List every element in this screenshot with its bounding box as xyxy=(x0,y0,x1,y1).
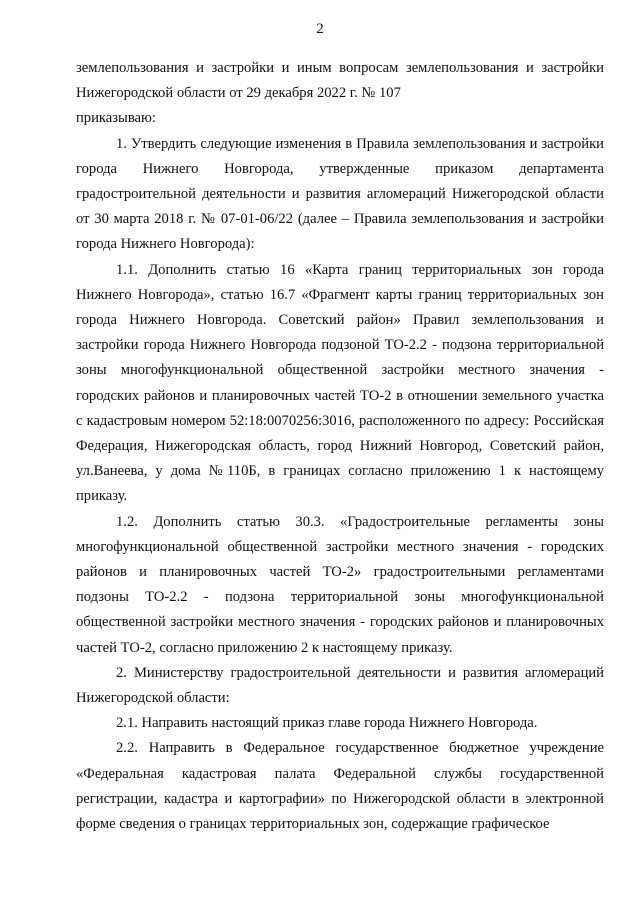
paragraph-item-2: 2. Министерству градостроительной деятельности и развития агломераций Нижегородской области: xyxy=(76,664,604,707)
paragraph-item-2-1: 2.1. Направить настоящий приказ главе города Нижнего Новгорода. xyxy=(116,715,538,732)
document-body xyxy=(76,56,604,837)
paragraph-item-1-1: 1.1. Дополнить статью 16 «Карта границ территориальных зон города Нижнего Новгорода», статью 16.7 «Фрагмент карты границ территориальных зон города Нижнего Новгорода. Советский район» Правил землепользования и застройки города Нижнего Новгорода подзоной ТО-2.2 - подзона территориальной зоны многофункциональной общественной застройки местного значения - городских районов и планировочных частей ТО-2 в отношении земельного участка с кадастровым номером 52:18:0070256:3016, расположенного по адресу: Российская Федерация, Нижегородская область, город Нижний Новгород, Советский район, ул.Ванеева, у дома №110Б, в границах согласно приложению 1 к настоящему приказу. xyxy=(76,261,604,505)
paragraph-intro-continuation: землепользования и застройки и иным вопросам землепользования и застройки Нижегородской области от 29 декабря 2022 г. № 107 xyxy=(76,60,604,102)
paragraph-item-1-2: 1.2. Дополнить статью 30.3. «Градостроительные регламенты зоны многофункциональной общественной застройки местного значения - городских районов и планировочных частей ТО-2» градостроительными регламентами подзоны ТО-2.2 - подзона территориальной зоны многофункциональной общественной застройки местного значения - городских районов и планировочных частей ТО-2, согласно приложению 2 к настоящему приказу. xyxy=(76,513,604,656)
paragraph-item-2-2: 2.2. Направить в Федеральное государственное бюджетное учреждение «Федеральная кадастровая палата Федеральной службы государственной регистрации, кадастра и картографии» по Нижегородской области в электронной форме сведения о границах территориальных зон, содержащие графическое xyxy=(76,740,604,833)
paragraph-order-word: приказываю: xyxy=(76,110,156,127)
paragraph-item-1: 1. Утвердить следующие изменения в Правила землепользования и застройки города Нижнего Новгорода, утвержденные приказом департамента градостроительной деятельности и развития агломераций Нижегородской области от 30 марта 2018 г. № 07-01-06/22 (далее – Правила землепользования и застройки города Нижнего Новгорода): xyxy=(76,135,604,253)
page-number: 2 xyxy=(316,21,324,37)
